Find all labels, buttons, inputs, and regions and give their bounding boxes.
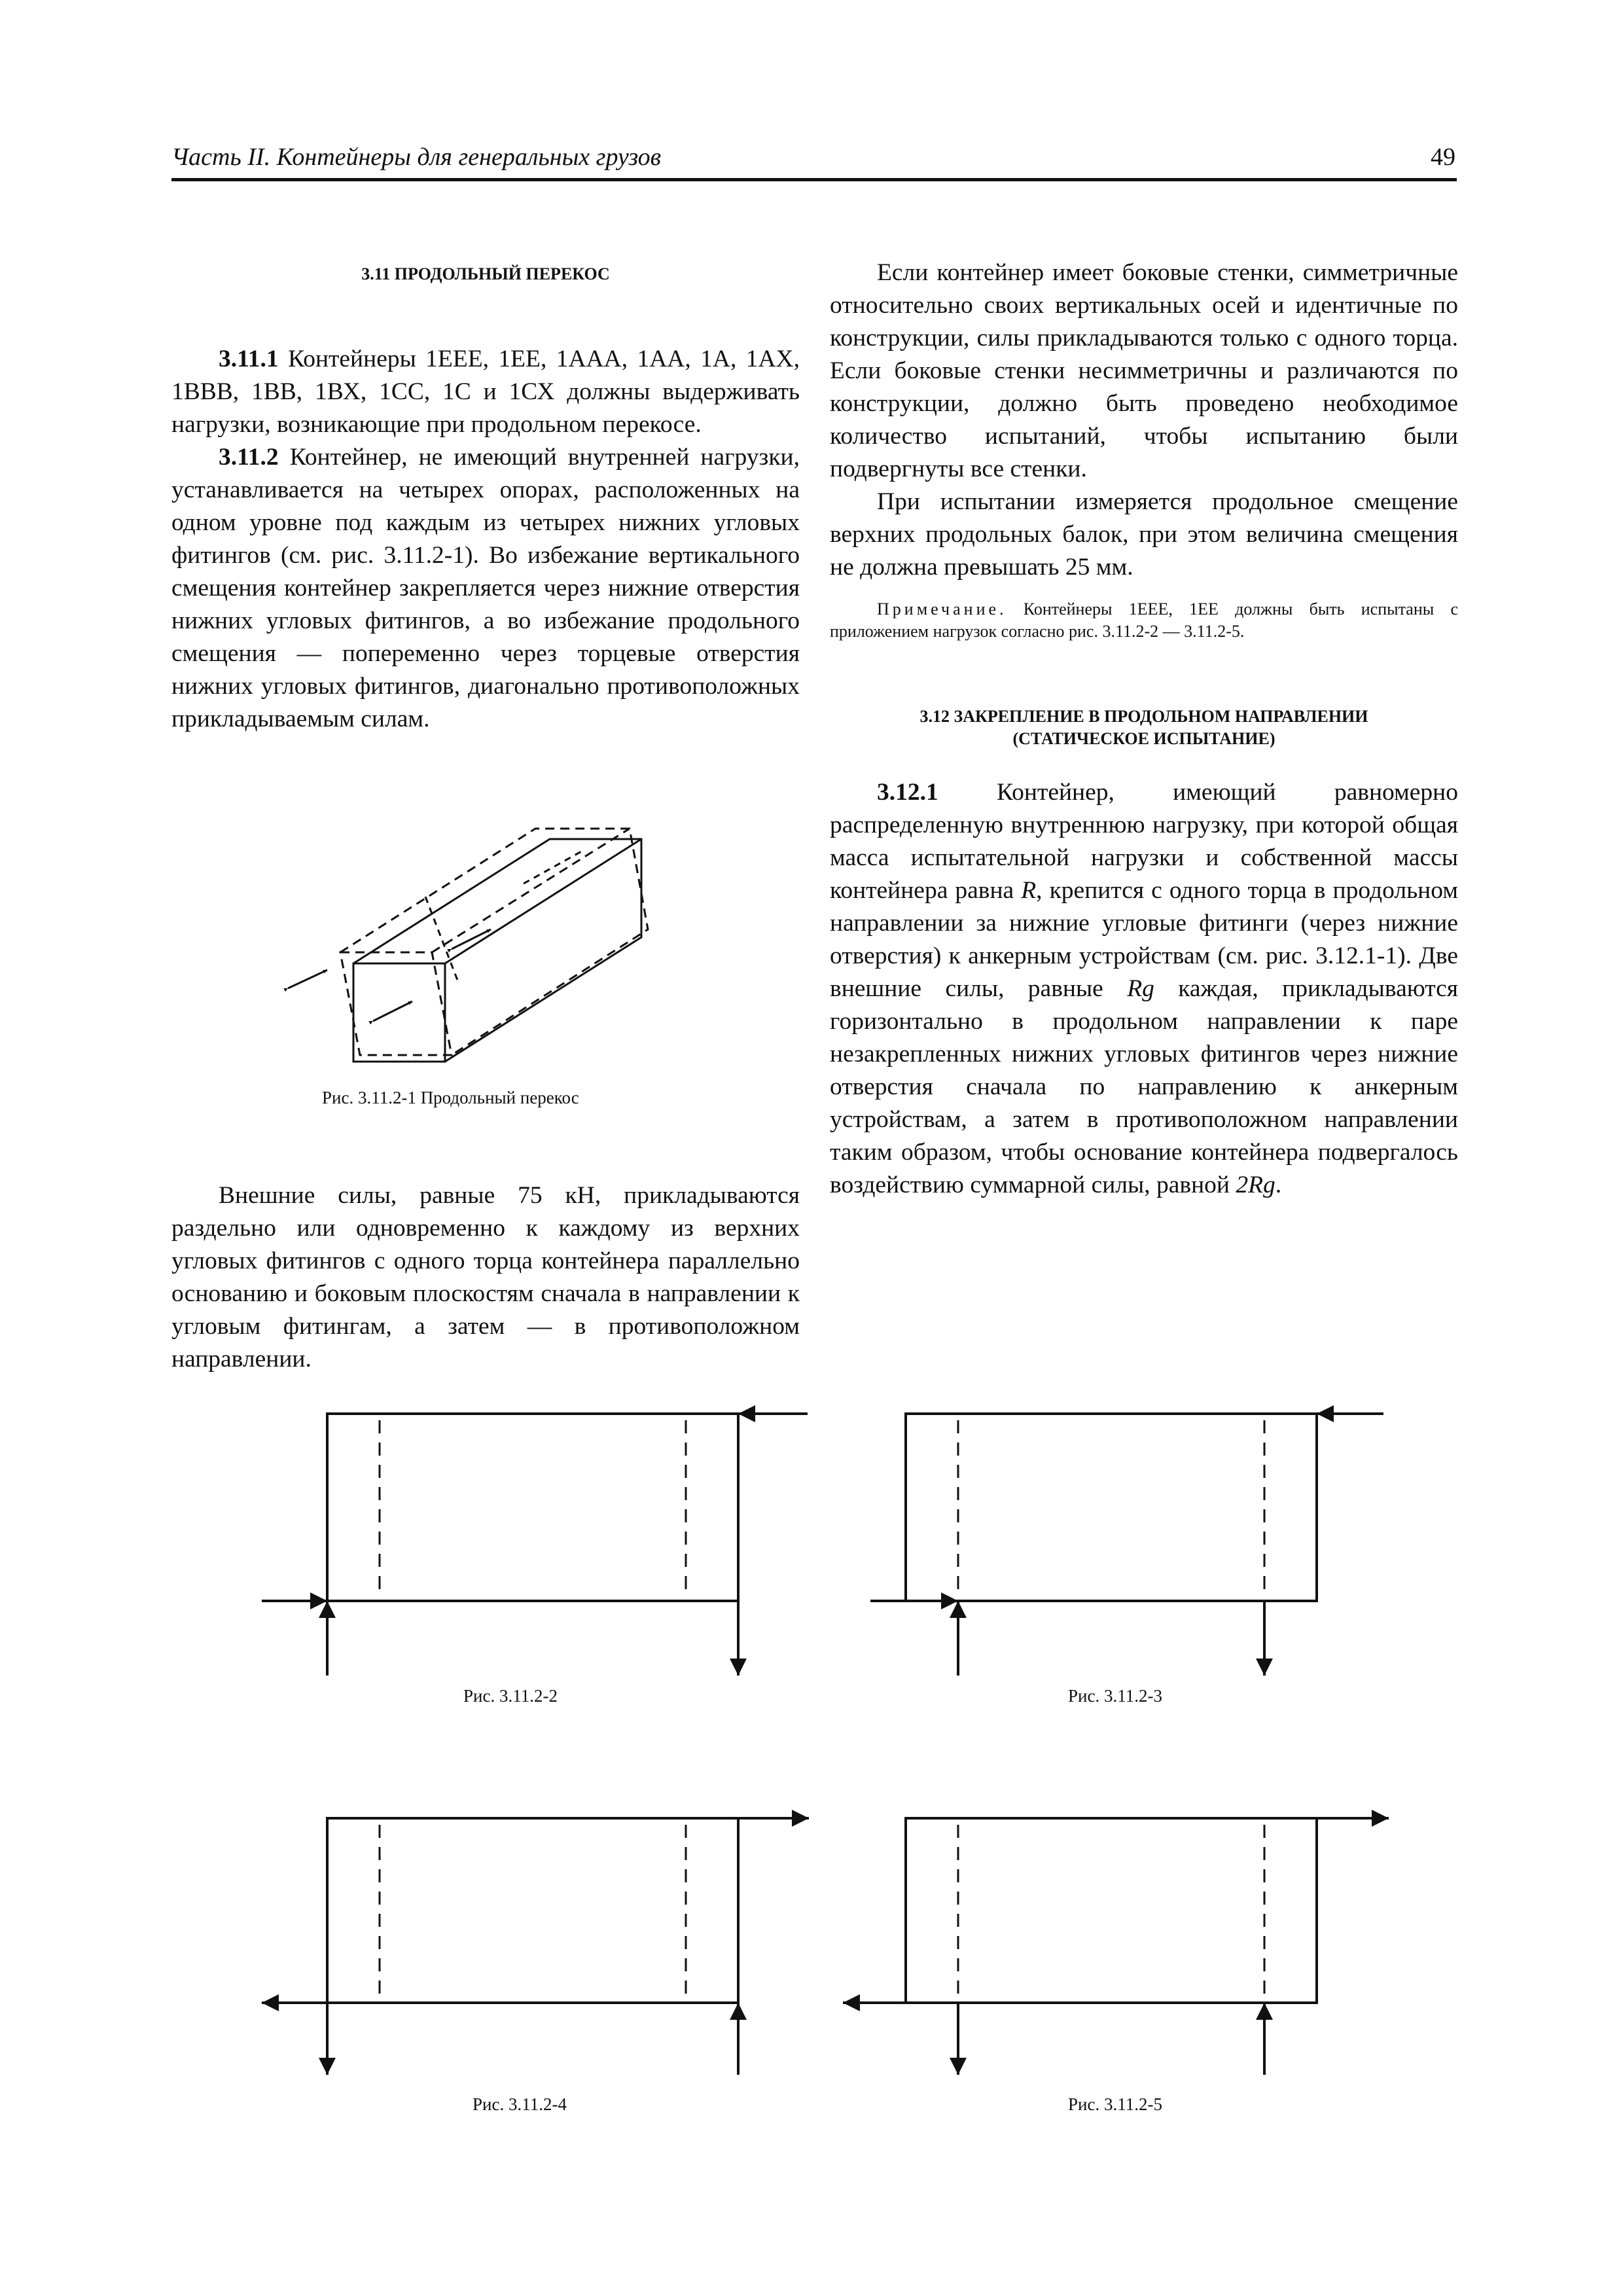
racked-inner-edge <box>425 897 458 982</box>
symbol-2Rg: 2Rg <box>1236 1172 1275 1198</box>
symbol-R: R <box>1021 877 1037 904</box>
clause-number: 3.12.1 <box>877 779 938 806</box>
note-label: Примечание. <box>877 600 1007 619</box>
container-front-face <box>353 963 445 1062</box>
figure-3-11-2-5 <box>843 1818 1389 2075</box>
container-outline <box>327 1414 738 1601</box>
clause-text: Контейнер, имеющий равномерно распределенную внутреннюю нагрузку, при которой общая масса испытательной нагрузки и собственной массы контейнера равна <box>830 779 1458 904</box>
clause-text: . <box>1275 1172 1282 1198</box>
paragraph-displacement: При испытании измеряется продольное смещение верхних продольных балок, при этом величина смещения не должна превышать 25 мм. <box>830 488 1458 581</box>
section-heading-3-11: 3.11 ПРОДОЛЬНЫЙ ПЕРЕКОС <box>361 264 610 283</box>
section-heading-3-12-sub: (СТАТИЧЕСКОЕ ИСПЫТАНИЕ) <box>1012 729 1275 748</box>
figure-3-11-2-2 <box>262 1414 808 1676</box>
symbol-Rg: Rg <box>1127 975 1154 1002</box>
section-heading-3-12: 3.12 ЗАКРЕПЛЕНИЕ В ПРОДОЛЬНОМ НАПРАВЛЕНИИ <box>919 707 1368 726</box>
racked-top-edge <box>432 829 630 952</box>
force-arrow-left <box>288 970 327 988</box>
force-arrow-front <box>373 1001 412 1021</box>
clause-text: Контейнеры 1ЕЕЕ, 1ЕЕ, 1ААА, 1АА, 1А, 1АХ, 1ВВВ, 1ВВ, 1ВХ, 1СС, 1С и 1СХ должны выдерживать нагрузки, возникающие при продольном перекосе. <box>171 346 800 438</box>
container-top-edge <box>445 839 641 963</box>
figure-3-11-2-1-container-racking <box>288 829 648 1062</box>
clause-number: 3.11.1 <box>219 346 279 372</box>
figure-caption-3-11-2-3: Рис. 3.11.2-3 <box>1068 1686 1162 1706</box>
figure-caption-3-11-2-2: Рис. 3.11.2-2 <box>463 1686 558 1706</box>
paragraph-external-forces: Внешние силы, равные 75 кН, прикладываются раздельно или одновременно к каждому из верхних угловых фитингов с одного торца контейнера параллельно основанию и боковым плоскостям сначала в направлении к угловым фитингам, а затем — в противоположном направлении. <box>171 1182 800 1372</box>
container-outline <box>327 1818 738 2003</box>
figure-caption-3-11-2-5: Рис. 3.11.2-5 <box>1068 2094 1162 2114</box>
figure-3-11-2-3 <box>870 1414 1383 1676</box>
page-number: 49 <box>1431 143 1455 171</box>
container-outline <box>906 1414 1317 1601</box>
figure-caption-3-11-2-4: Рис. 3.11.2-4 <box>473 2094 567 2114</box>
racked-top-dashed <box>524 851 582 884</box>
clause-text: каждая, прикладываются горизонтально в продольном направлении к паре незакрепленных нижних угловых фитингов через нижние отверстия сначала по направлению к анкерным устройствам, а затем в противоположном направлении таким образом, чтобы основание контейнера подвергалось воздействию суммарной силы, равной <box>830 975 1458 1198</box>
paragraph-side-walls: Если контейнер имеет боковые стенки, симметричные относительно своих вертикальных осей и идентичные по конструкции, силы прикладываются только с одного торца. Если боковые стенки несимметричны и различаются по конструкции, должно быть проведено необходимое количество испытаний, чтобы испытанию были подвергнуты все стенки. <box>830 259 1458 482</box>
container-outline <box>906 1818 1317 2003</box>
container-side-edges <box>353 839 641 1062</box>
running-title: Часть II. Контейнеры для генеральных грузов <box>171 143 662 171</box>
figure-3-11-2-4 <box>262 1818 809 2075</box>
clause-number: 3.11.2 <box>219 444 279 471</box>
clause-text: , крепится с одного торца в продольном направлении за нижние угловые фитинги (через нижние отверстия) к анкерным устройствам (см. рис. 3.12.1-1). Две внешние силы, равные <box>830 877 1458 1002</box>
figure-caption-3-11-2-1: Рис. 3.11.2-1 Продольный перекос <box>322 1088 579 1107</box>
racked-front-face <box>340 952 452 1055</box>
clause-text: Контейнер, не имеющий внутренней нагрузки, устанавливается на четырех опорах, расположенных на одном уровне под каждым из четырех нижних угловых фитингов (см. рис. 3.11.2-1). Во избежание вертикального смещения контейнер закрепляется через нижние отверстия нижних угловых фитингов, а во избежание продольного смещения — попеременно через торцевые отверстия нижних угловых фитингов, диагонально противоположных прикладываемым силам. <box>171 444 800 732</box>
note-text: Контейнеры 1ЕЕЕ, 1ЕЕ должны быть испытаны с приложением нагрузок согласно рис. 3.11.2-2 — 3.11.2-5. <box>830 600 1458 641</box>
